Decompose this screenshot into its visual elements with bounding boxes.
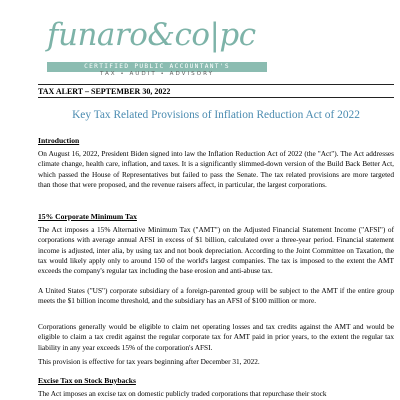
section-heading-corporate-minimum-tax: 15% Corporate Minimum Tax: [38, 212, 137, 221]
paragraph-amt-effective-date: This provision is effective for tax years beginning after December 31, 2022.: [38, 357, 260, 366]
bottom-divider: [38, 97, 394, 98]
paragraph-amt-subsidiary: A United States ("US") corporate subsidiary of a foreign-parented group will be subject to the AMT if the entire group meets the $1 billion income threshold, and the subsidiary has an AFSI of $100 million or more.: [38, 286, 394, 306]
paragraph-amt-credits: Corporations generally would be eligible to claim net operating losses and tax credits against the AMT and would be eligible to claim a tax credit against the regular corporate tax for AMT paid in prior years, to the extent the regular tax liability in any year exceeds 15% of the corporation's AFSI.: [38, 322, 394, 352]
company-logo: [47, 17, 277, 70]
alert-label: TAX ALERT – SEPTEMBER 30, 2022: [38, 87, 171, 96]
paragraph-introduction: On August 16, 2022, President Biden signed into law the Inflation Reduction Act of 2022 (the "Act"). The Act addresses climate change, health care, inflation, and taxes. It is a significantly slimmed-down version of the Build Back Better Act, which passed the House of Representatives but failed to pass the Senate. The tax related provisions are more targeted than those that were proposed, and the revenue raisers affect, in particular, the largest corporations.: [38, 149, 394, 189]
paragraph-buyback-intro: The Act imposes an excise tax on domestic publicly traded corporations that repurchase their stock: [38, 389, 327, 398]
paragraph-amt-overview: The Act imposes a 15% Alternative Minimum Tax ("AMT") on the Adjusted Financial Statement Income ("AFSI") of corporations with average annual AFSI in excess of $1 billion, calculated over a three-year period. Financial statement income is adjusted, inter alia, by using tax and not book depreciation. According to the Joint Committee on Taxation, the tax would likely apply only to around 150 of the world's largest companies. The tax is imposed to the extent the AMT exceeds the company's regular tax including the base erosion and anti-abuse tax.: [38, 225, 394, 276]
top-divider: [38, 84, 394, 85]
logo-tagline: TAX • AUDIT • ADVISORY: [99, 71, 215, 77]
section-heading-introduction: Introduction: [38, 136, 80, 145]
section-heading-stock-buybacks: Excise Tax on Stock Buybacks: [38, 376, 136, 385]
logo-subtitle: CERTIFIED PUBLIC ACCOUNTANT'S: [84, 63, 230, 70]
document-title: Key Tax Related Provisions of Inflation Reduction Act of 2022: [72, 109, 360, 121]
logo-wordmark: funaro&co|pc: [47, 17, 256, 53]
